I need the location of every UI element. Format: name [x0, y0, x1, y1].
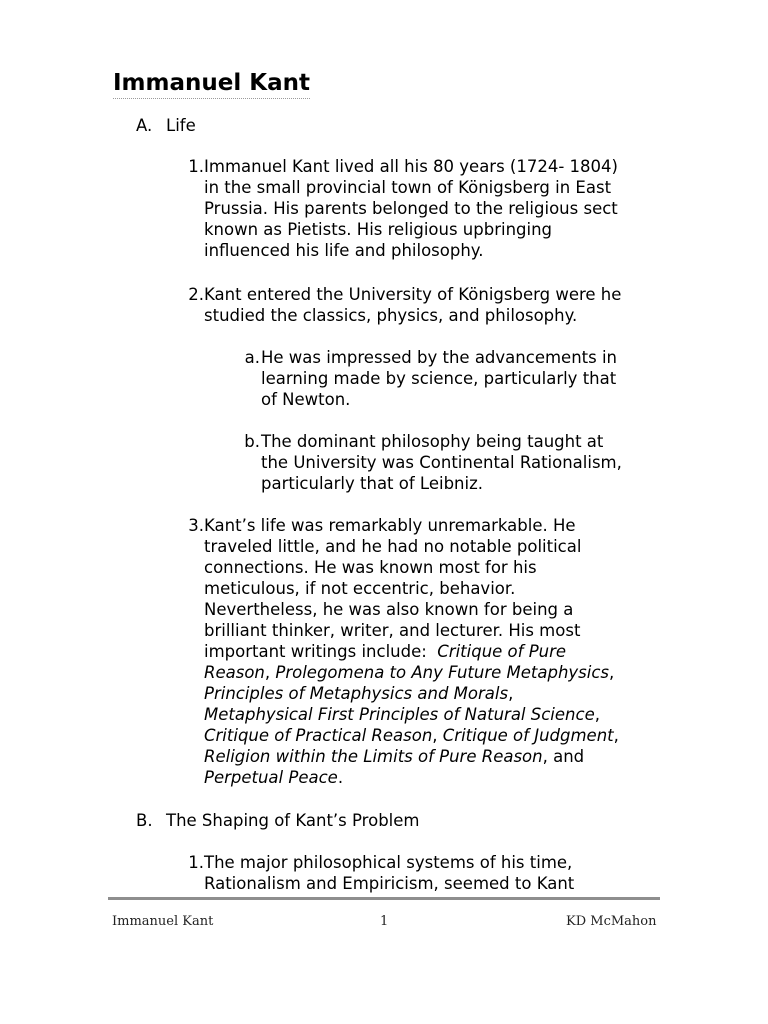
text-line: Immanuel Kant lived all his 80 years (1724- 1804) [204, 157, 618, 176]
item-text [204, 515, 674, 788]
text-line: He was impressed by the advancements in [261, 348, 617, 367]
text-line [204, 767, 674, 788]
item-number: 1. [188, 853, 204, 872]
section-heading-life [136, 115, 196, 136]
text-line: Rationalism and Empiricism, seemed to Kant [204, 874, 575, 893]
text-line: traveled little, and he had no notable political [204, 537, 582, 556]
text-line: in the small provincial town of Königsberg in East [204, 178, 612, 197]
text-line: studied the classics, physics, and philosophy. [204, 306, 578, 325]
item-text [204, 156, 674, 261]
text-line: Nevertheless, he was also known for being a [204, 600, 574, 619]
text-line [204, 641, 674, 662]
book-title: Prolegomena to Any Future Metaphysics [275, 663, 610, 682]
text-segment: , and [542, 747, 585, 766]
item-text [261, 431, 671, 494]
text-line [204, 746, 674, 767]
text-line: connections. He was known most for his [204, 558, 537, 577]
text-line: influenced his life and philosophy. [204, 241, 484, 260]
item-letter: b. [244, 432, 260, 451]
section-heading-shaping [136, 810, 419, 831]
footer-divider [108, 897, 660, 900]
footer-left: Immanuel Kant [112, 914, 214, 929]
section-title: The Shaping of Kant’s Problem [166, 811, 420, 830]
page-number: 1 [380, 914, 389, 929]
text-line: Prussia. His parents belonged to the religious sect [204, 199, 618, 218]
text-line: The dominant philosophy being taught at [261, 432, 604, 451]
text-segment: , [432, 726, 443, 745]
text-line: known as Pietists. His religious upbringing [204, 220, 553, 239]
text-line: meticulous, if not eccentric, behavior. [204, 579, 516, 598]
book-title: Principles of Metaphysics and Morals [204, 684, 509, 703]
item-number: 1. [188, 157, 204, 176]
text-line: particularly that of Leibniz. [261, 474, 483, 493]
document-title: Immanuel Kant [113, 68, 310, 99]
text-line [204, 662, 674, 683]
text-line [204, 683, 674, 704]
text-line: learning made by science, particularly that [261, 369, 617, 388]
text-segment: , [594, 705, 600, 724]
text-line [204, 704, 674, 725]
text-line [204, 725, 674, 746]
text-segment: , [613, 726, 619, 745]
item-number: 2. [188, 285, 204, 304]
book-title: Critique of Judgment [442, 726, 614, 745]
text-segment: , [508, 684, 514, 703]
text-line: the University was Continental Rationalism, [261, 453, 622, 472]
footer-right: KD McMahon [566, 914, 657, 929]
item-text [261, 347, 671, 410]
book-title: Critique of Practical Reason [204, 726, 433, 745]
text-segment: . [337, 768, 344, 787]
text-line: The major philosophical systems of his time, [204, 853, 573, 872]
book-title: Critique of Pure [437, 642, 567, 661]
book-title: Perpetual Peace [204, 768, 338, 787]
book-title: Metaphysical First Principles of Natural Science [204, 705, 595, 724]
section-label: A. [136, 116, 153, 135]
text-segment: , [264, 663, 276, 682]
text-line: Kant entered the University of Königsberg were he [204, 285, 622, 304]
text-line: Kant’s life was remarkably unremarkable. He [204, 516, 576, 535]
item-letter: a. [244, 348, 260, 367]
text-line: brilliant thinker, writer, and lecturer. His most [204, 621, 581, 640]
section-title: Life [166, 116, 196, 135]
book-title: Religion within the Limits of Pure Reason [204, 747, 543, 766]
section-label: B. [136, 811, 153, 830]
item-number: 3. [188, 516, 204, 535]
text-line: of Newton. [261, 390, 351, 409]
item-text [204, 852, 674, 894]
text-segment: important writings include: [204, 642, 438, 661]
book-title: Reason [204, 663, 265, 682]
text-segment: , [609, 663, 615, 682]
item-text [204, 284, 674, 326]
